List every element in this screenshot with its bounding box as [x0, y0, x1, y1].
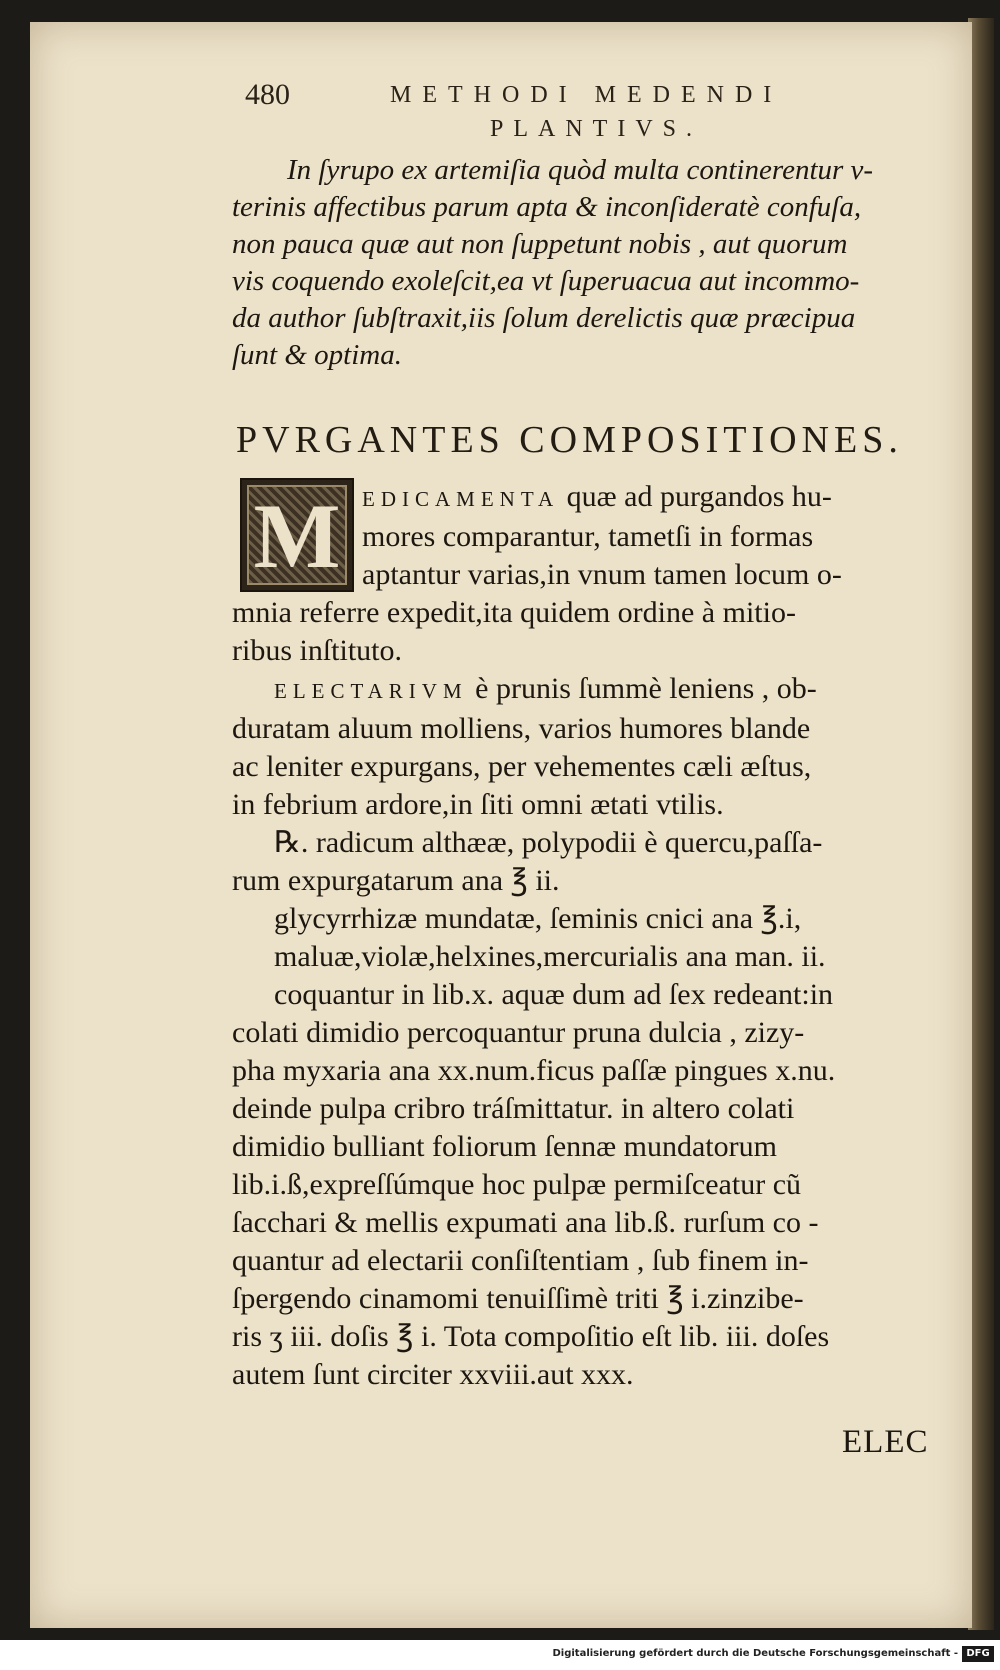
recipe-line: quantur ad electarii conſiſtentiam , ſub finem in- — [232, 1244, 809, 1277]
body-line — [232, 478, 952, 518]
recipe-line: pha myxaria ana xx.num.ficus paſſæ pingues x.nu. — [232, 1054, 836, 1087]
body-line: aptantur varias,in vnum tamen locum o- — [362, 558, 842, 591]
body-line: duratam aluum molliens, varios humores blande — [232, 712, 811, 745]
recipe-line: ℞. radicum althææ, polypodii è quercu,paſſa- — [274, 826, 823, 859]
digitization-footer — [0, 1640, 1000, 1670]
running-head — [245, 78, 945, 118]
body-text — [232, 478, 952, 1394]
italic-line: vis coquendo exoleſcit,ea vt ſuperuacua aut incommo- — [232, 265, 860, 297]
opening-smallcaps: EDICAMENTA — [362, 487, 560, 511]
recipe-line: ſacchari & mellis expumati ana lib.ß. rurſum co - — [232, 1206, 819, 1239]
subheading: PLANTIVS. — [490, 116, 703, 142]
recipe-line: autem ſunt circiter xxviii.aut xxx. — [232, 1358, 634, 1391]
recipe-line: deinde pulpa cribro tráſmittatur. in altero colati — [232, 1092, 795, 1125]
italic-line: da author ſubſtraxit,iis ſolum derelictis quæ præcipua — [232, 302, 856, 334]
running-title: METHODI MEDENDI — [390, 82, 783, 108]
recipe-line: maluæ,violæ,helxines,mercurialis ana man. ii. — [274, 940, 826, 973]
recipe-line: rum expurgatarum ana ℥ ii. — [232, 864, 560, 897]
italic-line: ſunt & optima. — [232, 339, 402, 371]
body-line: ribus inſtituto. — [232, 634, 403, 667]
section-heading: PVRGANTES COMPOSITIONES. — [236, 419, 903, 461]
body-line: mores comparantur, tametſi in formas — [362, 520, 814, 553]
italic-paragraph — [232, 152, 952, 374]
recipe-line: ſpergendo cinamomi tenuiſſimè triti ℥ i.zinzibe- — [232, 1282, 804, 1315]
recipe-line: dimidio bulliant foliorum ſennæ mundatorum — [232, 1130, 777, 1163]
recipe-line: coquantur in lib.x. aquæ dum ad ſex redeant:in — [274, 978, 834, 1011]
body-line: ac leniter expurgans, per vehementes cæli æſtus, — [232, 750, 812, 783]
italic-line: non pauca quæ aut non ſuppetunt nobis , aut quorum — [232, 228, 848, 260]
page-number: 480 — [245, 78, 290, 111]
body-line: in febrium ardore,in ſiti omni ætati vtilis. — [232, 788, 724, 821]
body-line — [232, 670, 952, 710]
initial-letter: M — [253, 485, 341, 587]
recipe-line: colati dimidio percoquantur pruna dulcia , zizy- — [232, 1016, 805, 1049]
italic-line: terinis affectibus parum apta & inconſideratè confuſa, — [232, 191, 862, 223]
electarium-rest: è prunis ſummè leniens , ob- — [467, 672, 817, 705]
electarium-smallcaps: ELECTARIVM — [274, 679, 468, 703]
body-line: mnia referre expedit,ita quidem ordine à mitio- — [232, 596, 796, 629]
opening-rest: quæ ad purgandos hu- — [559, 480, 832, 513]
recipe-line: glycyrrhizæ mundatæ, ſeminis cnici ana ℥.i, — [274, 902, 802, 935]
recipe-line: ris ʒ iii. doſis ℥ i. Tota compoſitio eſt lib. iii. doſes — [232, 1320, 830, 1353]
italic-line: In ſyrupo ex artemiſia quòd multa continerentur v- — [287, 154, 874, 186]
dfg-logo: DFG — [962, 1646, 994, 1662]
catchword: ELEC — [842, 1424, 929, 1460]
funding-credit: Digitalisierung gefördert durch die Deutsche Forschungsgemeinschaft - — [552, 1648, 958, 1659]
recipe-line: lib.i.ß,expreſſúmque hoc pulpæ permiſceatur cũ — [232, 1168, 802, 1201]
